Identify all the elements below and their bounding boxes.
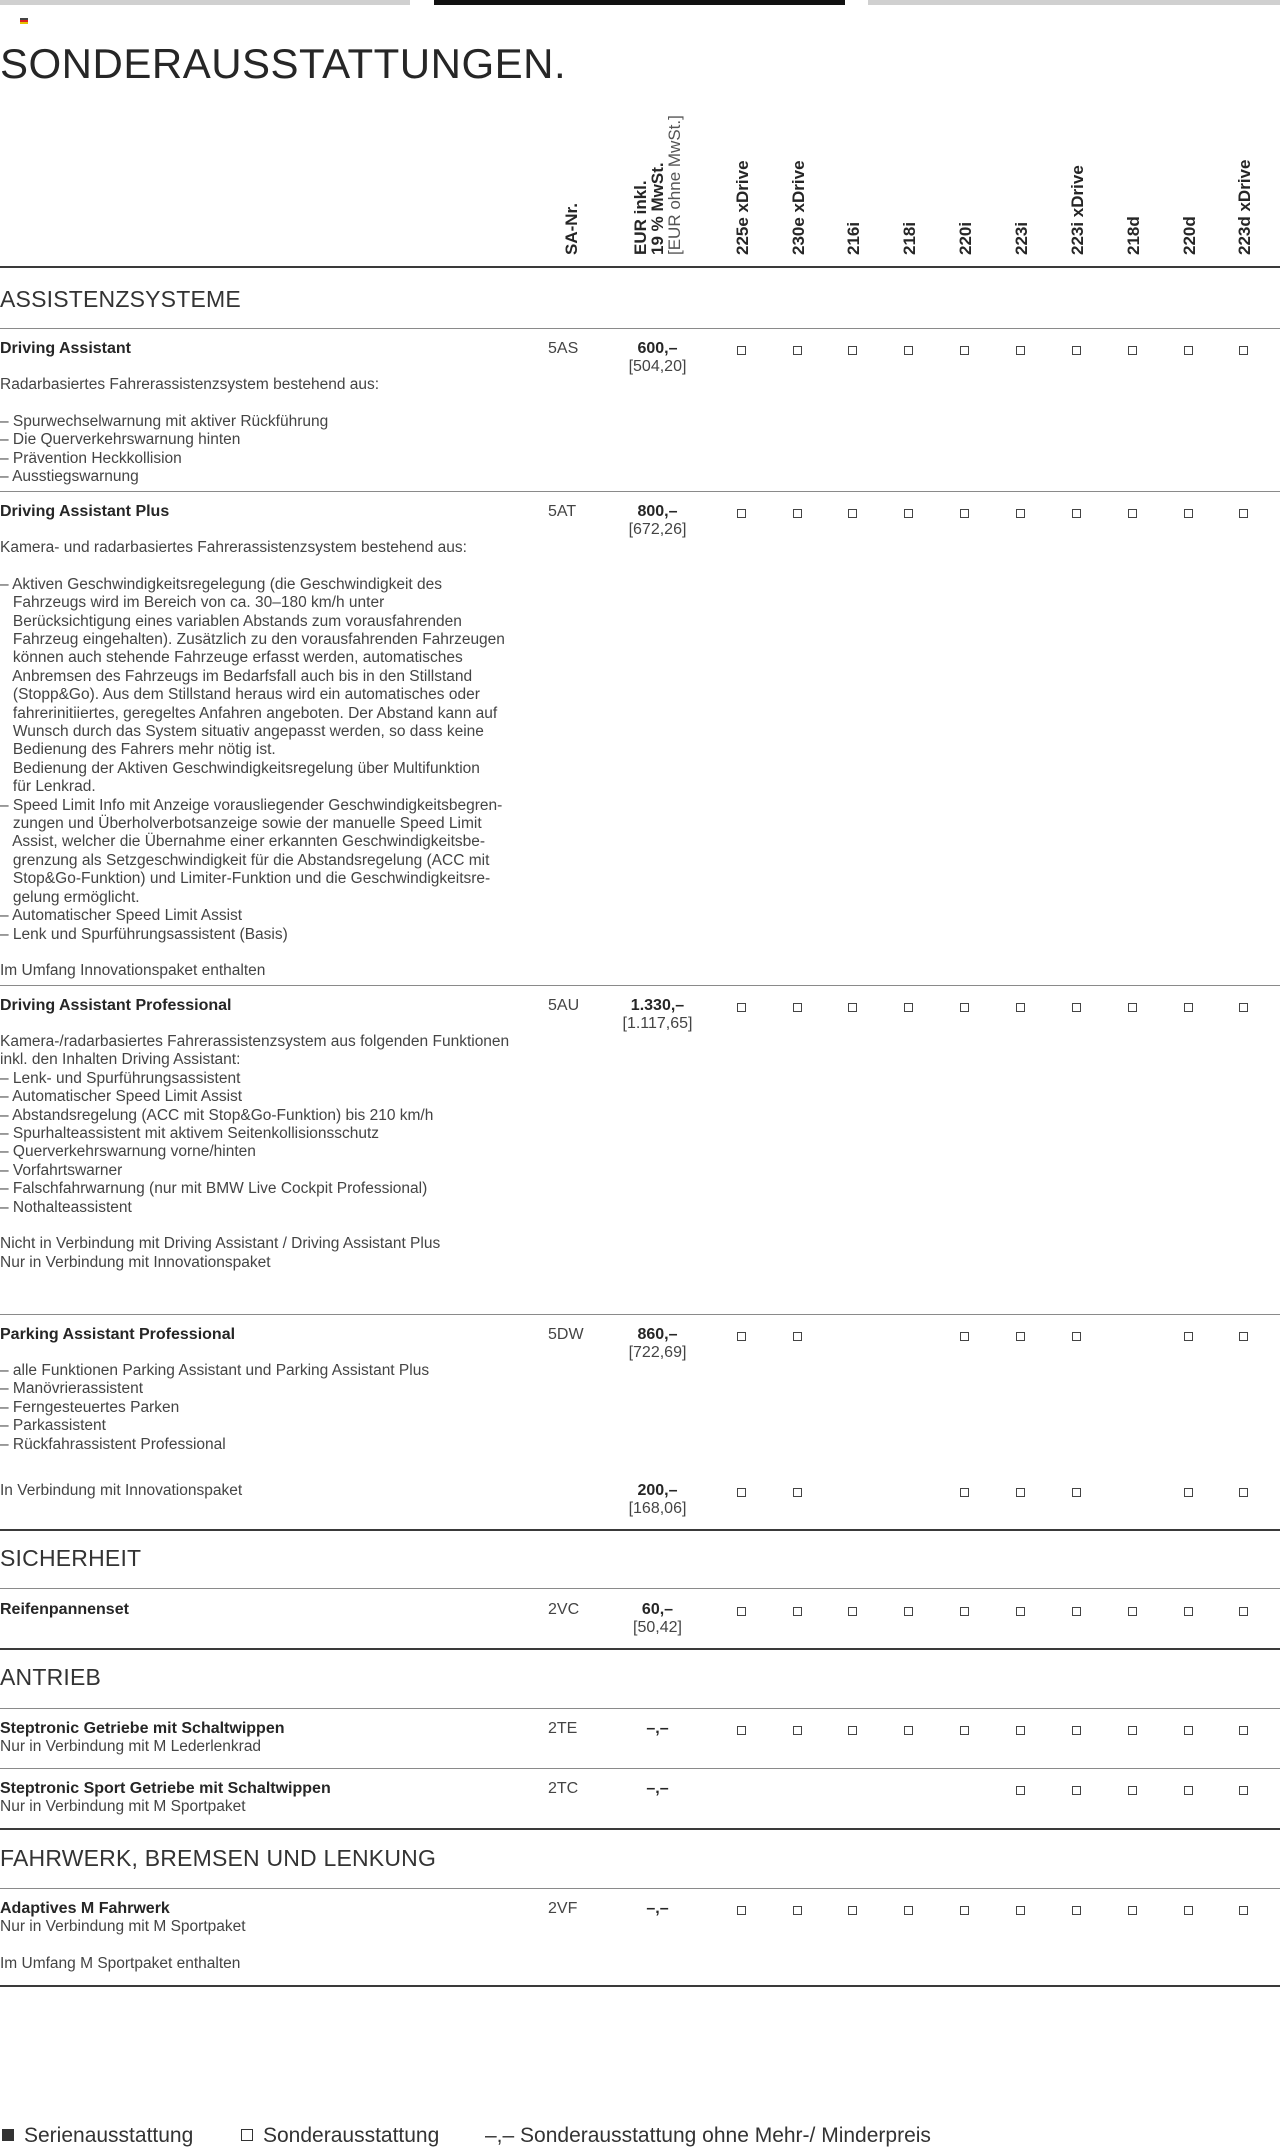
optional-square-icon [960, 1607, 969, 1616]
optional-square-icon [793, 1607, 802, 1616]
price-net: [504,20] [628, 358, 687, 375]
price: –,– [646, 1780, 669, 1797]
optional-square-icon [1072, 1003, 1081, 1012]
optional-square-icon [1128, 346, 1137, 355]
header-model: 225e xDrive [733, 160, 752, 255]
description-line: Anbremsen des Fahrzeugs im Bedarfsfall auch bis in den Stillstand [0, 667, 473, 685]
description-line: – Nothalteassistent [0, 1198, 132, 1216]
page-title: SONDERAUSSTATTUNGEN. [0, 40, 567, 87]
optional-square-icon [848, 1906, 857, 1915]
section-antrieb: ANTRIEB [0, 1664, 102, 1690]
optional-square-icon [1128, 509, 1137, 518]
header-model: 218i [900, 221, 919, 255]
optional-square-icon [960, 509, 969, 518]
sa-number: 5AS [548, 340, 579, 357]
description-line: können auch stehende Fahrzeuge erfasst werden, automatisches [0, 649, 463, 667]
rule [0, 491, 1280, 492]
description-line: Fahrzeug eingehalten). Zusätzlich zu den vorausfahrenden Fahrzeugen [0, 631, 505, 649]
rule [0, 1588, 1280, 1589]
section-assistenzsysteme: ASSISTENZSYSTEME [0, 286, 241, 312]
optional-square-icon [1239, 1332, 1248, 1341]
description-line: – Spurwechselwarnung mit aktiver Rückführung [0, 412, 329, 430]
price: 60,– [641, 1601, 674, 1618]
optional-square-icon [1072, 1906, 1081, 1915]
progress-segment-1[interactable] [0, 0, 410, 5]
price: –,– [646, 1900, 669, 1917]
optional-square-icon [793, 1488, 802, 1497]
price: 600,– [637, 340, 678, 357]
optional-square-icon [1184, 509, 1193, 518]
empty-square-icon [241, 2129, 253, 2141]
description-line: für Lenkrad. [0, 778, 96, 796]
price: 800,– [637, 503, 678, 520]
item-name-driving-assistant: Driving Assistant [0, 340, 131, 357]
description-line: inkl. den Inhalten Driving Assistant: [0, 1051, 241, 1069]
header-model: 218d [1124, 216, 1143, 255]
description-line: Radarbasiertes Fahrerassistenzsystem bestehend aus: [0, 376, 380, 393]
optional-square-icon [1239, 1726, 1248, 1735]
header-model: 223i [1012, 221, 1031, 255]
optional-square-icon [1239, 1607, 1248, 1616]
item-description [0, 1033, 509, 1272]
optional-square-icon [848, 1003, 857, 1012]
optional-square-icon [737, 346, 746, 355]
description-line: fahrerinitiiertes, geregeltes Anfahren angeboten. Der Abstand kann auf [0, 704, 498, 722]
description-line: – Ferngesteuertes Parken [0, 1398, 180, 1416]
optional-square-icon [1239, 1003, 1248, 1012]
optional-square-icon [1184, 346, 1193, 355]
optional-square-icon [1016, 346, 1025, 355]
description-line: – Aktiven Geschwindigkeitsregelegung (die Geschwindigkeit des [0, 575, 442, 593]
description-line: – Lenk und Spurführungsassistent (Basis) [0, 925, 288, 943]
description-line: Fahrzeugs wird im Bereich von ca. 30–180 km/h unter [0, 594, 385, 612]
description-line: Stop&Go-Funktion) und Limiter-Funktion und die Geschwindigkeitsre- [0, 870, 491, 888]
header-model: 230e xDrive [789, 160, 808, 255]
optional-square-icon [1072, 509, 1081, 518]
optional-square-icon [960, 346, 969, 355]
price: 1.330,– [630, 997, 685, 1014]
price: –,– [646, 1720, 669, 1737]
filled-square-icon [2, 2129, 14, 2141]
description-line: – Speed Limit Info mit Anzeige vorausliegender Geschwindigkeitsbegren- [0, 796, 503, 814]
price-net: [722,69] [628, 1344, 687, 1361]
header-sa-nr: SA-Nr. [562, 203, 581, 255]
optional-square-icon [960, 1003, 969, 1012]
item-note: Nur in Verbindung mit M Lederlenkrad [0, 1738, 262, 1755]
optional-square-icon [793, 1332, 802, 1341]
optional-square-icon [960, 1726, 969, 1735]
optional-square-icon [1072, 346, 1081, 355]
description-line: Kamera- und radarbasiertes Fahrerassistenzsystem bestehend aus: [0, 539, 467, 556]
rule [0, 1985, 1280, 1987]
optional-square-icon [1072, 1726, 1081, 1735]
sa-number: 5DW [548, 1326, 584, 1343]
optional-square-icon [1016, 1906, 1025, 1915]
optional-square-icon [1016, 1003, 1025, 1012]
legend-optional: Sonderausstattung [241, 2124, 439, 2148]
optional-square-icon [1128, 1607, 1137, 1616]
rule [0, 1828, 1280, 1830]
optional-square-icon [1184, 1332, 1193, 1341]
description-line: (Stopp&Go). Aus dem Stillstand heraus wird ein automatisches oder [0, 686, 480, 704]
optional-square-icon [737, 509, 746, 518]
optional-square-icon [1184, 1003, 1193, 1012]
section-sicherheit: SICHERHEIT [0, 1545, 142, 1571]
item-name-parking-assistant-professional: Parking Assistant Professional [0, 1326, 236, 1343]
item-name-adaptives-m-fahrwerk: Adaptives M Fahrwerk [0, 1900, 170, 1917]
optional-square-icon [1239, 1786, 1248, 1795]
description-line: zungen und Überholverbotsanzeige sowie der manuelle Speed Limit [0, 815, 482, 833]
item-description [0, 376, 379, 486]
item-name-driving-assistant-plus: Driving Assistant Plus [0, 503, 170, 520]
description-line: grenzung als Setzgeschwindigkeit für die Abstandsregelung (ACC mit [0, 851, 490, 869]
rule [0, 1708, 1280, 1709]
sub-price: 200,– [637, 1482, 678, 1499]
optional-square-icon [960, 1906, 969, 1915]
optional-square-icon [1239, 1488, 1248, 1497]
item-note-2: Im Umfang M Sportpaket enthalten [0, 1955, 241, 1972]
rule [0, 985, 1280, 986]
optional-square-icon [1016, 1726, 1025, 1735]
optional-square-icon [960, 1488, 969, 1497]
optional-square-icon [737, 1003, 746, 1012]
rule [0, 1648, 1280, 1650]
item-sub-note: In Verbindung mit Innovationspaket [0, 1482, 243, 1499]
optional-square-icon [960, 1332, 969, 1341]
item-name-steptronic: Steptronic Getriebe mit Schaltwippen [0, 1720, 285, 1737]
description-line: Bedienung der Aktiven Geschwindigkeitsregelung über Multifunktion [0, 759, 480, 777]
section-fahrwerk: FAHRWERK, BREMSEN UND LENKUNG [0, 1845, 437, 1871]
description-line: – Querverkehrswarnung vorne/hinten [0, 1143, 256, 1161]
optional-square-icon [1239, 346, 1248, 355]
item-description [0, 539, 505, 981]
optional-square-icon [1184, 1786, 1193, 1795]
sa-number: 2TE [548, 1720, 578, 1737]
header-rule [0, 266, 1280, 268]
legend-standard: Serienausstattung [2, 2124, 193, 2148]
optional-square-icon [737, 1607, 746, 1616]
description-line: – Manövrierassistent [0, 1380, 144, 1398]
item-note: Nur in Verbindung mit M Sportpaket [0, 1798, 246, 1815]
header-price: EUR inkl. 19 % MwSt. [EUR ohne MwSt.] [631, 115, 684, 255]
progress-segment-2[interactable] [434, 0, 845, 5]
optional-square-icon [848, 509, 857, 518]
description-line [0, 394, 379, 412]
rule [0, 1888, 1280, 1889]
optional-square-icon [1239, 509, 1248, 518]
description-line: – Vorfahrtswarner [0, 1161, 123, 1179]
sa-number: 2VF [548, 1900, 578, 1917]
description-line: Nur in Verbindung mit Innovationspaket [0, 1253, 271, 1271]
description-line [0, 944, 505, 962]
price-net: [672,26] [628, 521, 687, 538]
description-line [0, 557, 505, 575]
optional-square-icon [737, 1332, 746, 1341]
description-line: gelung ermöglicht. [0, 888, 140, 906]
description-line: Kamera-/radarbasiertes Fahrerassistenzsystem aus folgenden Funktionen [0, 1033, 510, 1050]
description-line: Berücksichtigung eines variablen Abstands zum vorausfahrenden [0, 612, 462, 630]
optional-square-icon [904, 346, 913, 355]
sa-number: 5AU [548, 997, 580, 1014]
price-net: [50,42] [633, 1619, 682, 1636]
item-description [0, 1362, 429, 1454]
item-name-reifenpannenset: Reifenpannenset [0, 1601, 129, 1618]
optional-square-icon [1016, 1488, 1025, 1497]
optional-square-icon [1239, 1906, 1248, 1915]
description-line: Assist, welcher die Übernahme einer erkannten Geschwindigkeitsbe- [0, 833, 486, 851]
optional-square-icon [737, 1906, 746, 1915]
optional-square-icon [1016, 1332, 1025, 1341]
description-line: Im Umfang Innovationspaket enthalten [0, 962, 266, 980]
optional-square-icon [848, 1726, 857, 1735]
price-net: [1.117,65] [622, 1015, 693, 1032]
header-model: 223d xDrive [1235, 159, 1254, 255]
rule [0, 328, 1280, 329]
optional-square-icon [1128, 1726, 1137, 1735]
optional-square-icon [1128, 1003, 1137, 1012]
description-line: – Automatischer Speed Limit Assist [0, 907, 243, 925]
optional-square-icon [1072, 1488, 1081, 1497]
item-name-steptronic-sport: Steptronic Sport Getriebe mit Schaltwippen [0, 1780, 331, 1797]
optional-square-icon [1016, 1786, 1025, 1795]
legend-no-price: –,– Sonderausstattung ohne Mehr-/ Minderpreis [485, 2124, 931, 2147]
description-line: – Lenk- und Spurführungsassistent [0, 1069, 241, 1087]
optional-square-icon [1016, 1607, 1025, 1616]
optional-square-icon [904, 1726, 913, 1735]
sa-number: 2VC [548, 1601, 580, 1618]
sa-number: 2TC [548, 1780, 579, 1797]
header-model: 220d [1180, 216, 1199, 255]
description-line [0, 1217, 509, 1235]
description-line: – Ausstiegswarnung [0, 468, 139, 486]
item-note: Nur in Verbindung mit M Sportpaket [0, 1918, 246, 1935]
header-model: 223i xDrive [1068, 165, 1087, 255]
rule [0, 1529, 1280, 1531]
optional-square-icon [1128, 1786, 1137, 1795]
optional-square-icon [793, 509, 802, 518]
optional-square-icon [793, 1906, 802, 1915]
optional-square-icon [793, 1003, 802, 1012]
optional-square-icon [1184, 1488, 1193, 1497]
optional-square-icon [904, 1003, 913, 1012]
optional-square-icon [1072, 1332, 1081, 1341]
description-line: – Automatischer Speed Limit Assist [0, 1088, 243, 1106]
description-line: – Die Querverkehrswarnung hinten [0, 431, 241, 449]
optional-square-icon [737, 1488, 746, 1497]
description-line: – Abstandsregelung (ACC mit Stop&Go-Funktion) bis 210 km/h [0, 1106, 434, 1124]
optional-square-icon [1128, 1906, 1137, 1915]
item-name-driving-assistant-professional: Driving Assistant Professional [0, 997, 232, 1014]
header-model: 216i [844, 221, 863, 255]
optional-square-icon [904, 1607, 913, 1616]
optional-square-icon [1184, 1607, 1193, 1616]
progress-segment-3[interactable] [868, 0, 1280, 5]
description-line: – Prävention Heckkollision [0, 449, 182, 467]
optional-square-icon [848, 1607, 857, 1616]
optional-square-icon [1184, 1726, 1193, 1735]
optional-square-icon [904, 1906, 913, 1915]
optional-square-icon [1016, 509, 1025, 518]
optional-square-icon [848, 346, 857, 355]
description-line: – alle Funktionen Parking Assistant und Parking Assistant Plus [0, 1362, 430, 1379]
description-line: – Parkassistent [0, 1417, 106, 1435]
optional-square-icon [1184, 1906, 1193, 1915]
description-line: – Falschfahrwarnung (nur mit BMW Live Cockpit Professional) [0, 1180, 428, 1198]
language-flag-icon[interactable] [20, 18, 28, 24]
optional-square-icon [1072, 1786, 1081, 1795]
sub-price-net: [168,06] [628, 1500, 687, 1517]
description-line: Wunsch durch das System situativ angepasst werden, so dass keine [0, 723, 484, 741]
rule [0, 1314, 1280, 1315]
optional-square-icon [793, 346, 802, 355]
optional-square-icon [904, 509, 913, 518]
description-line: – Rückfahrassistent Professional [0, 1435, 226, 1453]
price: 860,– [637, 1326, 678, 1343]
optional-square-icon [1072, 1607, 1081, 1616]
description-line: Nicht in Verbindung mit Driving Assistant / Driving Assistant Plus [0, 1235, 441, 1253]
description-line: – Spurhalteassistent mit aktivem Seitenkollisionsschutz [0, 1125, 380, 1143]
optional-square-icon [737, 1726, 746, 1735]
rule [0, 1768, 1280, 1769]
sa-number: 5AT [548, 503, 577, 520]
header-model: 220i [956, 221, 975, 255]
description-line: Bedienung des Fahrers mehr nötig ist. [0, 741, 276, 759]
optional-square-icon [793, 1726, 802, 1735]
